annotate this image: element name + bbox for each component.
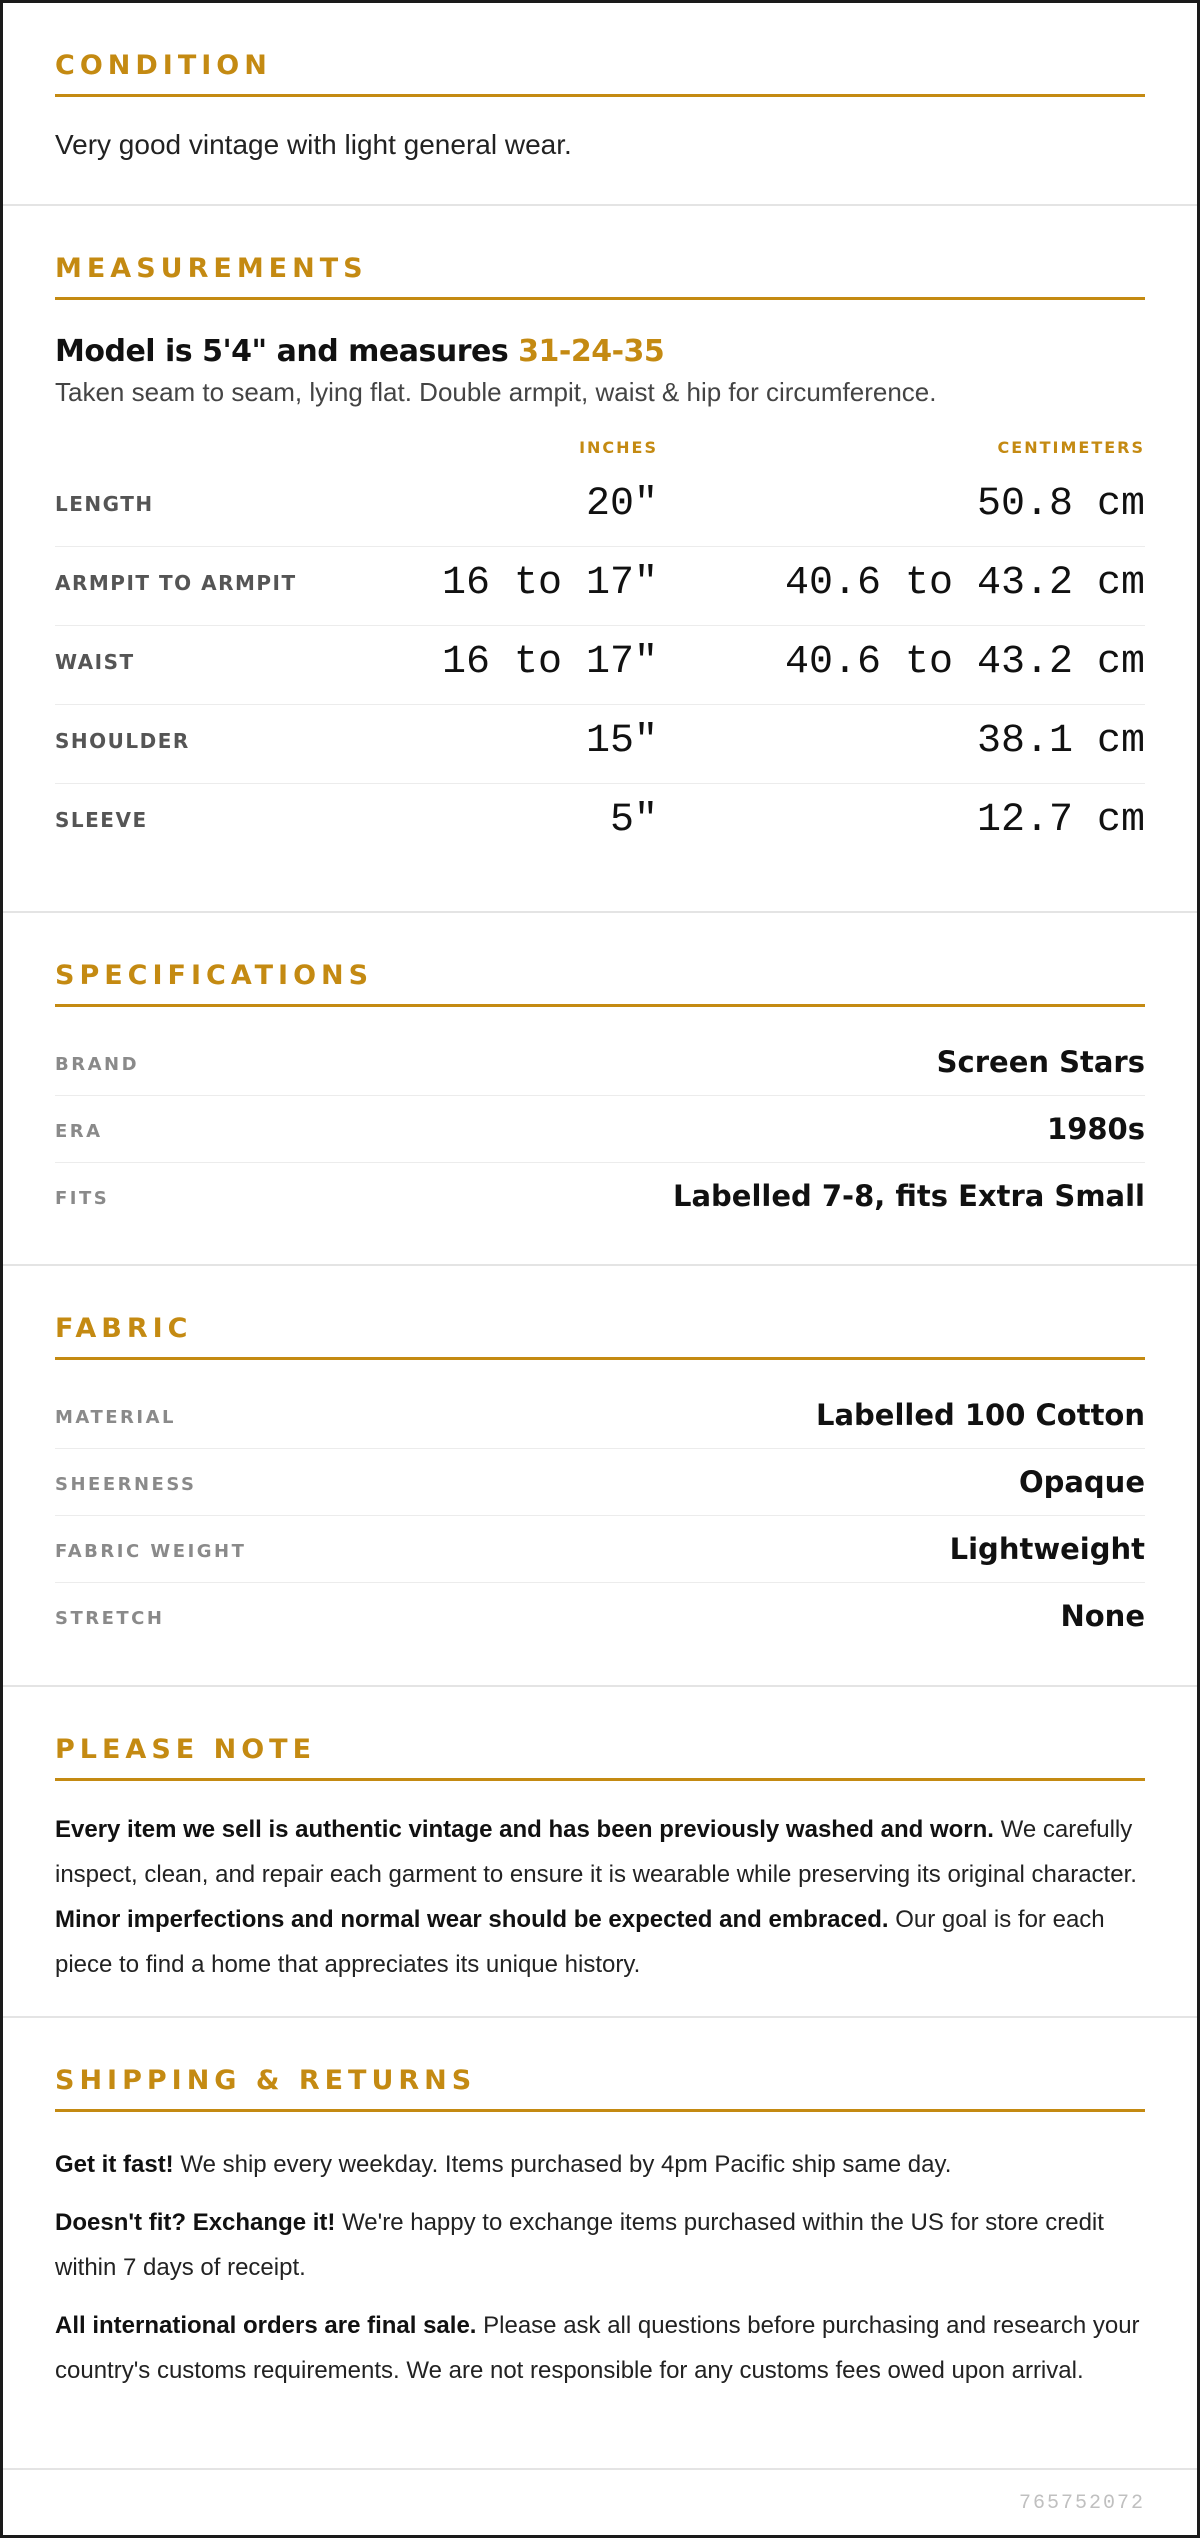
shipping-section bbox=[3, 2018, 1197, 2470]
spec-row bbox=[55, 1029, 1145, 1096]
measurement-inches: 16 to 17" bbox=[441, 640, 658, 685]
spec-label: ERA bbox=[55, 1121, 103, 1142]
shipping-bold-3: All international orders are final sale. bbox=[55, 2312, 477, 2339]
measurement-row bbox=[55, 626, 1145, 705]
fabric-row bbox=[55, 1449, 1145, 1516]
please-note-text bbox=[55, 1807, 1145, 1987]
fabric-row bbox=[55, 1516, 1145, 1583]
measurement-column-headers bbox=[55, 438, 1145, 468]
measurement-label: WAIST bbox=[55, 650, 135, 674]
measurement-label: SHOULDER bbox=[55, 729, 190, 753]
specifications-table bbox=[55, 1029, 1145, 1229]
fabric-row bbox=[55, 1382, 1145, 1449]
measurements-title: MEASUREMENTS bbox=[55, 251, 1145, 300]
measurement-cm: 38.1 cm bbox=[976, 719, 1145, 764]
shipping-title: SHIPPING & RETURNS bbox=[55, 2063, 1145, 2112]
measurement-cm: 40.6 to 43.2 cm bbox=[784, 561, 1145, 606]
shipping-bold-2: Doesn't fit? Exchange it! bbox=[55, 2209, 336, 2236]
spec-row bbox=[55, 1096, 1145, 1163]
fabric-row bbox=[55, 1583, 1145, 1649]
model-measurements bbox=[55, 332, 1145, 372]
fabric-label: SHEERNESS bbox=[55, 1474, 197, 1495]
fabric-label: FABRIC WEIGHT bbox=[55, 1541, 247, 1562]
shipping-paragraph-2 bbox=[55, 2200, 1145, 2290]
measurements-section bbox=[3, 206, 1197, 913]
fabric-value: Opaque bbox=[1018, 1465, 1145, 1499]
specifications-title: SPECIFICATIONS bbox=[55, 958, 1145, 1007]
measurement-cm: 50.8 cm bbox=[976, 482, 1145, 527]
footer bbox=[3, 2470, 1197, 2542]
spec-label: FITS bbox=[55, 1188, 110, 1209]
measurement-cm: 40.6 to 43.2 cm bbox=[784, 640, 1145, 685]
measurement-row bbox=[55, 547, 1145, 626]
fabric-title: FABRIC bbox=[55, 1311, 1145, 1360]
measurement-cm: 12.7 cm bbox=[976, 798, 1145, 843]
measurement-row bbox=[55, 705, 1145, 784]
shipping-paragraph-1 bbox=[55, 2142, 1145, 2187]
shipping-text-1: We ship every weekday. Items purchased by 4pm Pacific ship same day. bbox=[173, 2151, 952, 2178]
shipping-paragraph-3 bbox=[55, 2303, 1145, 2393]
note-text-2: Our goal is for each piece to find a home that appreciates its unique history. bbox=[55, 1906, 1105, 1978]
measurement-label: LENGTH bbox=[55, 492, 154, 516]
spec-value: Labelled 7-8, fits Extra Small bbox=[672, 1179, 1145, 1213]
spec-value: Screen Stars bbox=[936, 1045, 1145, 1079]
measurement-inches: 15" bbox=[585, 719, 658, 764]
measurement-note: Taken seam to seam, lying flat. Double armpit, waist & hip for circumference. bbox=[55, 377, 937, 407]
model-value: 31-24-35 bbox=[518, 334, 665, 369]
measurement-table bbox=[55, 468, 1145, 862]
note-bold-2: Minor imperfections and normal wear should be expected and embraced. bbox=[55, 1906, 889, 1933]
model-prefix: Model is 5'4" and measures bbox=[55, 334, 519, 369]
fabric-table bbox=[55, 1382, 1145, 1649]
measurement-inches: 5" bbox=[609, 798, 658, 843]
inches-header: INCHES bbox=[579, 438, 658, 457]
fabric-value: Labelled 100 Cotton bbox=[815, 1398, 1145, 1432]
shipping-text-3: Please ask all questions before purchasing and research your country's customs requirements. We are not responsible for any customs fees owed upon arrival. bbox=[55, 2312, 1140, 2384]
spec-value: 1980s bbox=[1047, 1112, 1145, 1146]
fabric-label: STRETCH bbox=[55, 1608, 165, 1629]
fabric-section bbox=[3, 1266, 1197, 1687]
measurement-row bbox=[55, 784, 1145, 862]
note-text-1: We carefully inspect, clean, and repair each garment to ensure it is wearable while preserving its original character. bbox=[55, 1816, 1137, 1888]
spec-row bbox=[55, 1163, 1145, 1229]
specifications-section bbox=[3, 913, 1197, 1266]
note-bold-1: Every item we sell is authentic vintage and has been previously washed and worn. bbox=[55, 1816, 994, 1843]
condition-section bbox=[3, 3, 1197, 206]
product-id: 765752072 bbox=[1018, 2492, 1145, 2515]
measurement-label: SLEEVE bbox=[55, 808, 148, 832]
measurement-row bbox=[55, 468, 1145, 547]
please-note-title: PLEASE NOTE bbox=[55, 1732, 1145, 1781]
measurement-inches: 20" bbox=[585, 482, 658, 527]
centimeters-header: CENTIMETERS bbox=[997, 438, 1145, 457]
fabric-value: None bbox=[1060, 1599, 1145, 1633]
fabric-label: MATERIAL bbox=[55, 1407, 176, 1428]
shipping-bold-1: Get it fast! bbox=[55, 2151, 174, 2178]
spec-label: BRAND bbox=[55, 1054, 140, 1075]
measurement-inches: 16 to 17" bbox=[441, 561, 658, 606]
measurement-label: ARMPIT TO ARMPIT bbox=[55, 571, 297, 595]
condition-text: Very good vintage with light general wear. bbox=[55, 129, 572, 160]
please-note-section bbox=[3, 1687, 1197, 2018]
shipping-text-2: We're happy to exchange items purchased within the US for store credit within 7 days of receipt. bbox=[55, 2209, 1104, 2281]
fabric-value: Lightweight bbox=[949, 1532, 1145, 1566]
condition-title: CONDITION bbox=[55, 48, 1145, 97]
